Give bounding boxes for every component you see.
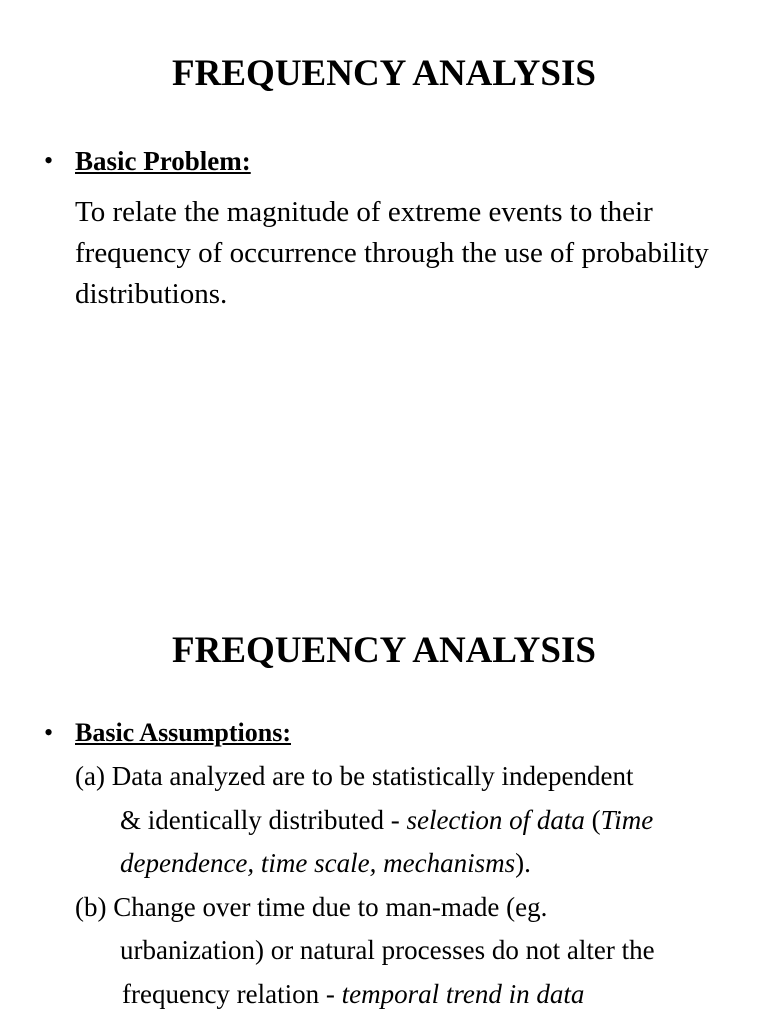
assumption-a-end: ). (515, 848, 531, 878)
bullet-icon: • (44, 146, 54, 175)
assumption-a-emphasis: selection of data (406, 805, 585, 835)
assumption-b-line-1: (b) Change over time due to man-made (eg. (75, 892, 548, 922)
bullet-icon: • (44, 718, 54, 747)
assumption-a-line-1: (a) Data analyzed are to be statistically independent (75, 761, 634, 791)
assumption-b-text: frequency relation - (122, 979, 342, 1009)
section-heading: Basic Assumptions: (75, 718, 291, 747)
assumption-a-emphasis-3: dependence, time scale, mechanisms (120, 848, 516, 878)
assumption-b-line-3 (122, 979, 584, 1009)
assumption-a-line-2 (120, 805, 653, 835)
problem-statement: To relate the magnitude of extreme events to their frequency of occurrence through the use of probability distributions. (75, 196, 709, 310)
section-heading: Basic Problem: (75, 146, 251, 176)
assumption-b-emphasis: temporal trend in data (341, 979, 585, 1009)
assumption-a-line-3 (120, 848, 531, 878)
slide-basic-assumptions (0, 575, 768, 1024)
slide-title: FREQUENCY ANALYSIS (172, 53, 596, 94)
assumption-b-line-2: urbanization) or natural processes do not alter the (120, 935, 655, 965)
assumption-a-emphasis-2: Time (600, 805, 654, 835)
assumption-a-text: & identically distributed - (120, 805, 407, 835)
slide-title: FREQUENCY ANALYSIS (172, 630, 596, 671)
assumption-a-paren: ( (584, 805, 601, 835)
